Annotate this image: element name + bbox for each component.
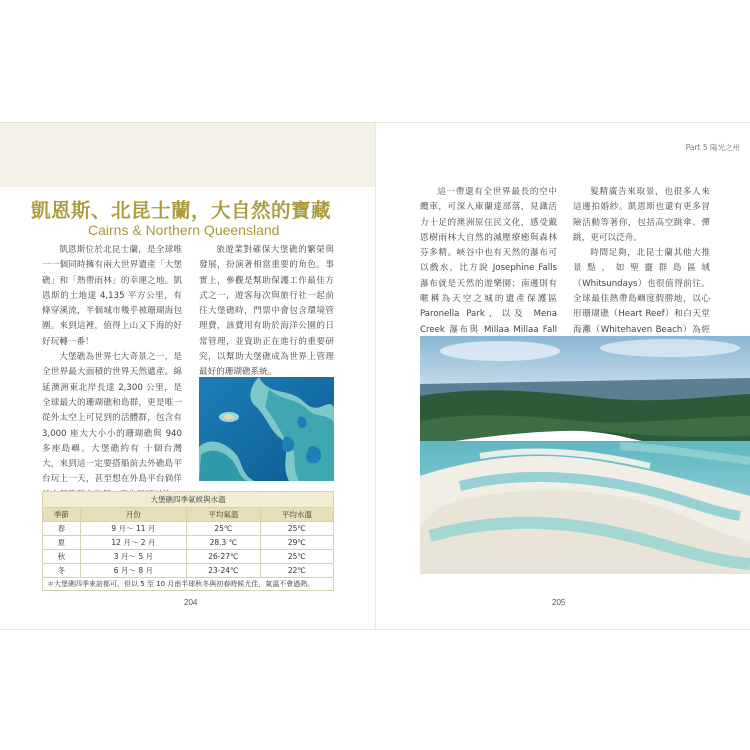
table-header-cell: 平均氣溫 [187,508,261,522]
paragraph: 旅遊業對確保大堡礁的繁榮與發展，扮演著相當重要的角色。事實上，參觀是幫助保護工作最佳方式之一，遊客每次與旅行社一起前往大堡礁時，門票中會包含環境管理費，該費用有助於海洋公園的日常管理，並資助正在進行的重要研究，以幫助大堡礁成為世界上管理最好的珊瑚礁系統。 [199,245,334,378]
table-header-cell: 季節 [43,508,81,522]
book-spread [0,122,750,630]
column-2 [199,243,334,381]
table-row [43,564,334,578]
table-cell: 冬 [43,564,81,578]
title-english: Cairns & Northern Queensland [88,222,280,238]
table-cell: 25℃ [260,550,333,564]
title-chinese: 凱恩斯、北昆士蘭，大自然的寶藏 [31,199,332,222]
table-cell: 春 [43,522,81,536]
table-cell: 3 月～ 5 月 [80,550,186,564]
table-cell: 9 月～ 11 月 [80,522,186,536]
running-head: Part 5 陽光之州 [685,143,740,152]
table-row [43,522,334,536]
table-cell: 25℃ [260,522,333,536]
table-header-cell: 平均水溫 [260,508,333,522]
table-cell: 6 月～ 8 月 [80,564,186,578]
table-cell: 夏 [43,536,81,550]
paragraph: 大堡礁為世界七大奇景之一，是全世界最大面積的世界天然遺產。綿延澳洲東北岸長達 2,300 公里，是全球最大的珊瑚礁和島群，更是唯一從外太空上可見到的活體群，包含有 3,000 座大大小小的珊瑚礁與 940 多座島嶼。大堡礁約有 十個台灣大，來到這一定要搭船前去外礁島平台玩上一天，甚至想在外島平台倘佯 [42,352,182,485]
table-cell: 25℃ [187,522,261,536]
table-cell: 22℃ [260,564,333,578]
paragraph: 這一帶還有全世界最長的空中纜車，可深入庫蘭達部落，見識活力十足的澳洲原住民文化，感受戴恩樹雨林大自然的減壓療癒與森林芬多精。峽谷中也有天然的瀑布可以戲水，比方說 Josephine Falls 瀑布就是天然的遊樂園；南邊則有暱稱為天空之城的遺產保護區 Paronella Park，以及 Mena Creek 瀑布與 Millaa Millaa Fall [420,187,557,335]
column-4 [573,185,710,353]
page-number-left: 204 [184,598,198,607]
table-cell: 12 月～ 2 月 [80,536,186,550]
table-footnote: ＊大堡礁四季來訪都可，但以 5 至 10 月南半球秋冬與初春時候尤佳，氣溫不會過熱。 [42,578,334,591]
paragraph: 時間足夠，北昆士蘭其他大推景點，如聖靈群島區域（Whitsundays）也很值得前往。全球最佳熱帶島嶼度假勝地，以心形珊瑚礁（Heart Reef）和白天堂海灘（Whitehaven Beach）為經 [573,248,710,335]
table-cell: 秋 [43,550,81,564]
climate-table [42,491,334,578]
column-1 [42,243,182,503]
table-cell: 23-24℃ [187,564,261,578]
header-band [0,123,375,187]
beach-aerial-photo [420,336,750,574]
table-row [43,536,334,550]
table-header-cell: 月份 [80,508,186,522]
table-cell: 26-27℃ [187,550,261,564]
table-header-row [43,508,334,522]
paragraph: 髮精廣告來取景，也很多人來這邊拍婚紗。凱恩斯也還有更多冒險活動等著你，包括高空跳傘、彈跳，更可以泛舟。 [573,187,710,243]
table-cell: 29℃ [260,536,333,550]
table-caption: 大堡礁四季氣候與水溫 [42,491,334,507]
climate-table-box [42,491,334,591]
table-cell: 28.3 ℃ [187,536,261,550]
table-row [43,550,334,564]
left-page [0,123,376,629]
paragraph: 凱恩斯位於北昆士蘭，是全球唯一一個同時擁有兩大世界遺產「大堡礁」和「熱帶雨林」的幸運之地。凱恩斯的土地達 4,135 平方公里，有條穿溪流，半個城市幾乎被珊瑚海包圍。來到這裡，值得上山又下海的好好玩轉一番！ [42,245,182,347]
page-number-right: 205 [552,598,566,607]
reef-aerial-photo [199,377,334,481]
